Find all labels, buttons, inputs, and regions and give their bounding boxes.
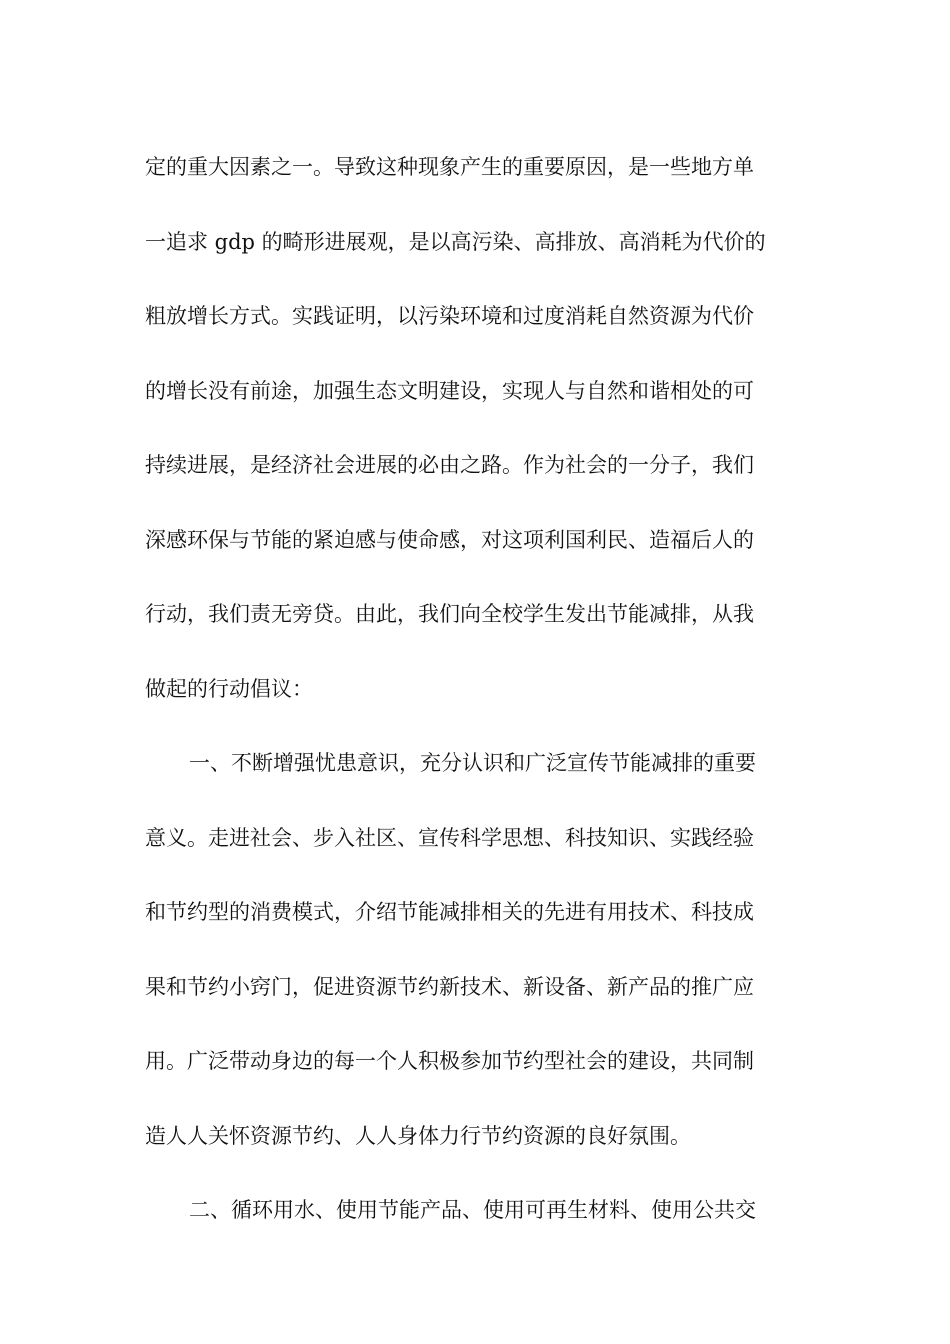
text-line: 做起的行动倡议： [145,676,313,701]
text-line: 果和节约小窍门，促进资源节约新技术、新设备、新产品的推广应 [145,974,754,999]
text-line: 深感环保与节能的紧迫感与使命感，对这项利国利民、造福后人的 [145,527,754,552]
paragraph-start-line: 二、循环用水、使用节能产品、使用可再生材料、使用公共交 [189,1198,756,1222]
text-line: 的增长没有前途，加强生态文明建设，实现人与自然和谐相处的可 [145,378,754,403]
text-line: 一追求 gdp 的畸形进展观，是以高污染、高排放、高消耗为代价的 [145,229,766,254]
text-line: 意义。走进社会、步入社区、宣传科学思想、科技知识、实践经验 [145,825,754,850]
text-line: 持续进展，是经济社会进展的必由之路。作为社会的一分子，我们 [145,453,754,477]
text-line: 和节约型的消费模式，介绍节能减排相关的先进有用技术、科技成 [145,900,754,924]
text-line: 定的重大因素之一。导致这种现象产生的重要原因，是一些地方单 [145,155,754,179]
text-line: 行动，我们责无旁贷。由此，我们向全校学生发出节能减排，从我 [145,602,754,626]
text-line: 用。广泛带动身边的每一个人积极参加节约型社会的建设，共同制 [145,1049,754,1073]
text-line: 造人人关怀资源节约、人人身体力行节约资源的良好氛围。 [145,1123,691,1148]
text-line: 粗放增长方式。实践证明，以污染环境和过度消耗自然资源为代价 [145,304,754,328]
paragraph-start-line: 一、不断增强忧患意识，充分认识和广泛宣传节能减排的重要 [189,751,756,775]
body-text [145,130,810,1248]
